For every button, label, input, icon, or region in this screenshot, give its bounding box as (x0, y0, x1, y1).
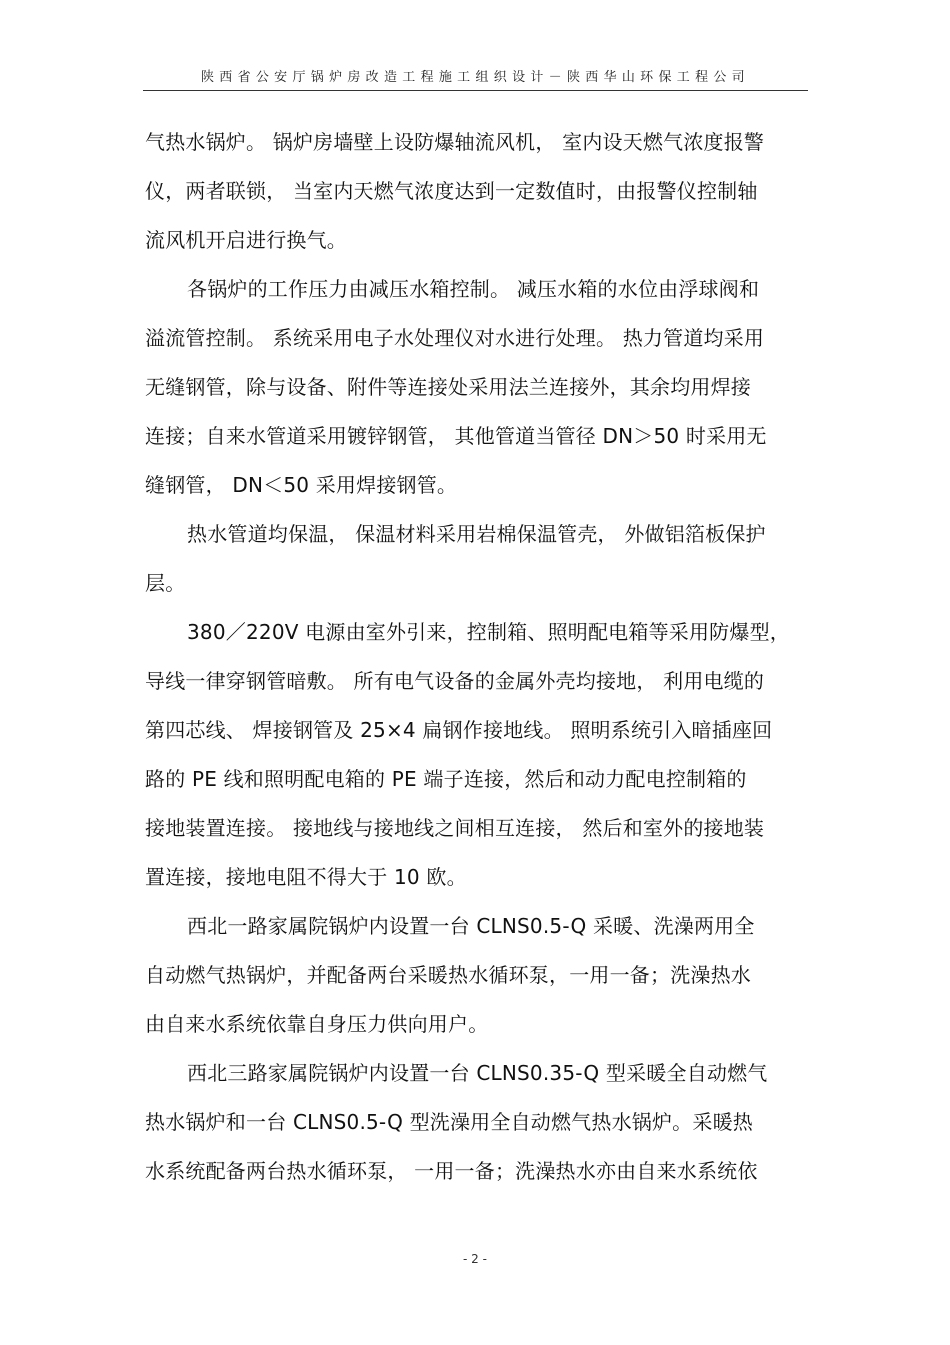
page-header: 陕西省公安厅锅炉房改造工程施工组织设计－陕西华山环保工程公司 (200, 70, 750, 85)
paragraph-5 (145, 908, 810, 1055)
text-line: 由自来水系统依靠自身压力供向用户。 (145, 1012, 489, 1036)
text-line: 连接；自来水管道采用镀锌钢管， 其他管道当管径 DN＞50 时采用无 (145, 424, 767, 448)
text-line: 无缝钢管，除与设备、附件等连接处采用法兰连接外，其余均用焊接 (145, 375, 751, 399)
paragraph-1 (145, 124, 810, 271)
paragraph-3 (145, 516, 810, 614)
text-line: 路的 PE 线和照明配电箱的 PE 端子连接，然后和动力配电控制箱的 (145, 767, 747, 791)
text-line: 第四芯线、 焊接钢管及 25×4 扁钢作接地线。 照明系统引入暗插座回 (145, 718, 773, 742)
text-line: 380／220V 电源由室外引来，控制箱、照明配电箱等采用防爆型， (187, 620, 790, 644)
text-line: 水系统配备两台热水循环泵， 一用一备；洗澡热水亦由自来水系统依 (145, 1159, 758, 1183)
text-line: 气热水锅炉。 锅炉房墙壁上设防爆轴流风机， 室内设天燃气浓度报警 (145, 130, 765, 154)
header-rule (143, 90, 808, 91)
text-line: 热水锅炉和一台 CLNS0.5-Q 型洗澡用全自动燃气热水锅炉。采暖热 (145, 1110, 753, 1134)
paragraph-4 (145, 614, 810, 908)
text-line: 各锅炉的工作压力由减压水箱控制。 减压水箱的水位由浮球阀和 (187, 277, 760, 301)
text-line: 流风机开启进行换气。 (145, 228, 347, 252)
text-line: 溢流管控制。 系统采用电子水处理仪对水进行处理。 热力管道均采用 (145, 326, 765, 350)
text-line: 仪，两者联锁， 当室内天燃气浓度达到一定数值时，由报警仪控制轴 (145, 179, 758, 203)
text-line: 西北一路家属院锅炉内设置一台 CLNS0.5-Q 采暖、洗澡两用全 (187, 914, 755, 938)
text-line: 置连接，接地电阻不得大于 10 欧。 (145, 865, 467, 889)
text-line: 西北三路家属院锅炉内设置一台 CLNS0.35-Q 型采暖全自动燃气 (187, 1061, 768, 1085)
paragraph-2 (145, 271, 810, 516)
text-line: 导线一律穿钢管暗敷。 所有电气设备的金属外壳均接地， 利用电缆的 (145, 669, 765, 693)
text-line: 自动燃气热锅炉，并配备两台采暖热水循环泵，一用一备；洗澡热水 (145, 963, 751, 987)
paragraph-6 (145, 1055, 810, 1202)
text-line: 缝钢管， DN＜50 采用焊接钢管。 (145, 473, 458, 497)
text-line: 层。 (145, 571, 186, 595)
text-line: 接地装置连接。 接地线与接地线之间相互连接， 然后和室外的接地装 (145, 816, 765, 840)
page-number: - 2 - (463, 1252, 487, 1266)
text-line: 热水管道均保温， 保温材料采用岩棉保温管壳， 外做铝箔板保护 (187, 522, 766, 546)
document-body (145, 124, 810, 1202)
